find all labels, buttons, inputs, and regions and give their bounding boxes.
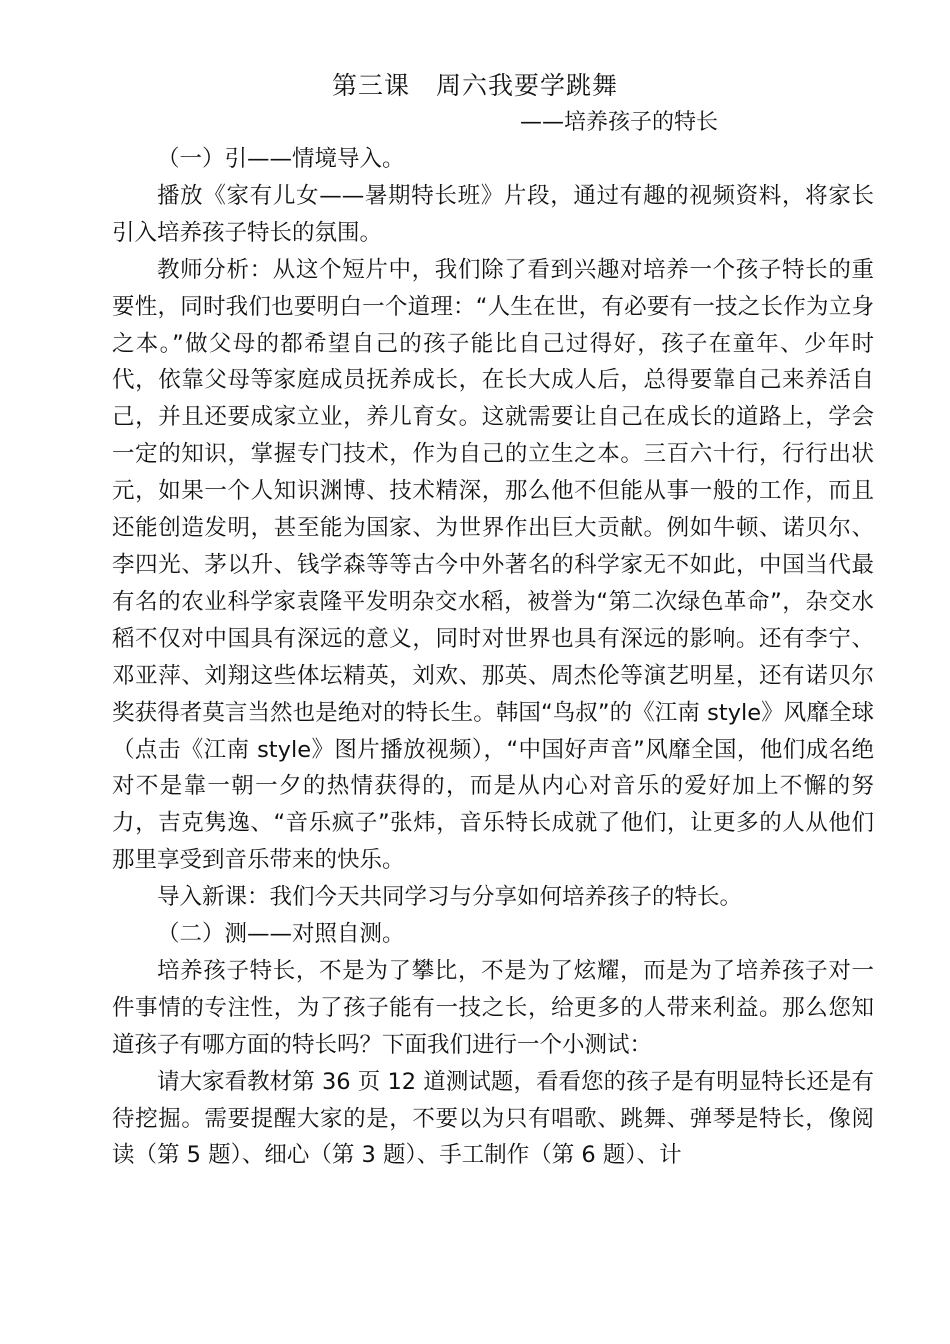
paragraph-teacher-analysis: 教师分析：从这个短片中，我们除了看到兴趣对培养一个孩子特长的重要性，同时我们也要明白一个道理：“人生在世，有必要有一技之长作为立身之本。”做父母的都希望自己的孩子能比自己过得好，孩子在童年、少年时代，依靠父母等家庭成员抚养成长，在长大成人后，总得要靠自己来养活自己，并且还要成家立业，养儿育女。这就需要让自己在成长的道路上，学会一定的知识，掌握专门技术，作为自己的立生之本。三百六十行，行行出状元，如果一个人知识渊博、技术精深，那么他不但能从事一般的工作，而且还能创造发明，甚至能为国家、为世界作出巨大贡献。例如牛顿、诺贝尔、李四光、茅以升、钱学森等等古今中外著名的科学家无不如此，中国当代最有名的农业科学家袁隆平发明杂交水稻，被誉为“第二次绿色革命”，杂交水稻不仅对中国具有深远的意义，同时对世界也具有深远的影响。还有李宁、邓亚萍、刘翔这些体坛精英，刘欢、那英、周杰伦等演艺明星，还有诺贝尔奖获得者莫言当然也是绝对的特长生。韩国“鸟叔”的《江南 style》风靡全球（点击《江南 style》图片播放视频），“中国好声音”风靡全国，他们成名绝对不是靠一朝一夕的热情获得的，而是从内心对音乐的爱好加上不懈的努力，吉克隽逸、“音乐疯子”张炜，音乐特长成就了他们，让更多的人从他们那里享受到音乐带来的快乐。 [112, 256, 874, 874]
lesson-subtitle: ——培养孩子的特长 [520, 110, 719, 135]
lesson-title: 第三课 周六我要学跳舞 [331, 71, 618, 100]
lesson-body [112, 141, 874, 1174]
section-heading-self-test: （二）测——对照自测。 [157, 921, 405, 948]
paragraph-new-lesson: 导入新课：我们今天共同学习与分享如何培养孩子的特长。 [157, 884, 743, 911]
paragraph-test-instructions: 请大家看教材第 36 页 12 道测试题，看看您的孩子是有明显特长还是有待挖掘。需要提醒大家的是，不要以为只有唱歌、跳舞、弹琴是特长，像阅读（第 5 题）、细心（第 3 题）、手工制作（第 6 题）、计 [112, 1068, 874, 1169]
paragraph-cultivate-talent: 培养孩子特长，不是为了攀比，不是为了炫耀，而是为了培养孩子对一件事情的专注性，为了孩子能有一技之长，给更多的人带来利益。那么您知道孩子有哪方面的特长吗？下面我们进行一个小测试： [112, 957, 874, 1058]
section-heading-intro: （一）引——情境导入。 [157, 146, 405, 172]
paragraph-video-intro: 播放《家有儿女——暑期特长班》片段，通过有趣的视频资料，将家长引入培养孩子特长的氛围。 [112, 182, 874, 246]
